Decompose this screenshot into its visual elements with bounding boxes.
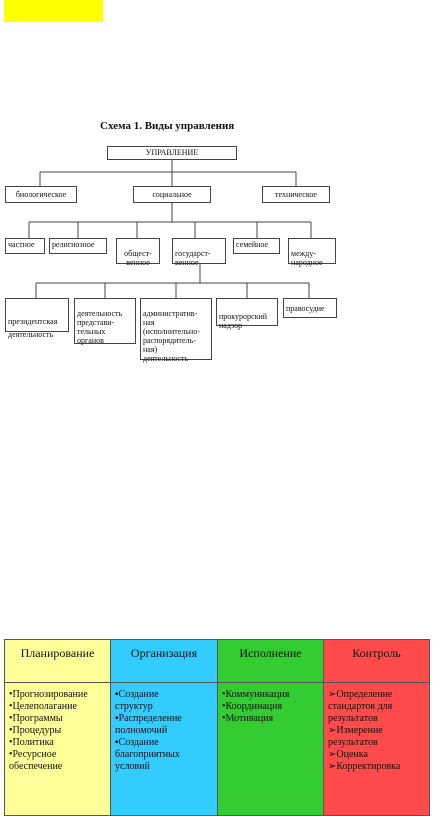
level2-international <box>288 238 336 267</box>
level2-label: общест- венное <box>124 249 152 267</box>
level1-label: биологическое <box>15 190 67 199</box>
diagram-title: Схема 1. Виды управления <box>100 120 235 132</box>
column-header: Организация <box>111 640 217 683</box>
level2-label: между- народное <box>291 249 323 267</box>
level3-label: административ- ная (исполнительно- распорядитель- ная) деятельность <box>143 309 200 363</box>
level2-private <box>5 238 45 254</box>
column-organization <box>111 640 218 815</box>
level3-justice <box>283 298 337 318</box>
column-item: •Процедуры <box>9 725 62 736</box>
level1-technical <box>262 186 330 203</box>
level2-label: государст- венное <box>175 249 211 267</box>
column-item: ➢Определение <box>328 689 393 700</box>
level3-label: деятельность представи- тельных органов <box>77 309 123 345</box>
column-item: обеспечение <box>9 761 63 772</box>
column-item: результатов <box>328 713 378 724</box>
column-items <box>9 689 108 773</box>
column-items <box>328 689 427 773</box>
column-header: Планирование <box>5 640 110 683</box>
level3-representative <box>74 298 136 344</box>
level2-family <box>233 238 280 254</box>
column-item: •Мотивация <box>222 713 274 724</box>
level2-label: религиозное <box>52 240 95 249</box>
column-header: Исполнение <box>218 640 323 683</box>
column-items <box>222 689 321 725</box>
column-item: ▪Создание <box>115 689 159 700</box>
column-item: условий <box>115 761 150 772</box>
level3-administrative <box>140 298 212 363</box>
column-item: благоприятных <box>115 749 180 760</box>
level3-label: правосудие <box>286 304 325 313</box>
column-item: полномочий <box>115 725 168 736</box>
level2-public <box>116 238 160 267</box>
column-item: результатов <box>328 737 378 748</box>
column-item: ➢Измерение <box>328 725 383 736</box>
level2-label: семейное <box>236 240 269 249</box>
column-item: •Ресурсное <box>9 749 57 760</box>
level2-state <box>172 238 226 267</box>
column-item: структур <box>115 701 153 712</box>
level1-label: социальное <box>152 190 192 199</box>
functions-table <box>4 639 430 816</box>
column-planning <box>5 640 111 815</box>
level1-biological <box>5 186 77 203</box>
level2-label: частное <box>8 240 35 249</box>
root-box <box>107 146 237 160</box>
root-label: УПРАВЛЕНИЕ <box>145 148 199 157</box>
column-control <box>324 640 429 815</box>
column-item: ▪Распределение <box>115 713 182 724</box>
column-item: •Координация <box>222 701 283 712</box>
column-items <box>115 689 215 773</box>
level3-prosecutor <box>216 298 278 330</box>
level3-presidential <box>5 298 69 339</box>
column-item: •Программы <box>9 713 63 724</box>
level1-social <box>133 186 211 203</box>
column-item: •Политика <box>9 737 54 748</box>
column-item: ➢Корректировка <box>328 761 401 772</box>
column-item: стандартов для <box>328 701 393 712</box>
column-item: •Прогнозирование <box>9 689 88 700</box>
level3-label: прокурорский надзор <box>219 312 268 330</box>
column-execution <box>218 640 324 815</box>
column-item: ▪Создание <box>115 737 159 748</box>
column-item: •Целеполагание <box>9 701 77 712</box>
column-item: ➢Оценка <box>328 749 368 760</box>
column-item: •Коммуникация <box>222 689 290 700</box>
level2-religious <box>49 238 107 254</box>
level1-label: техническое <box>275 190 317 199</box>
column-header: Контроль <box>324 640 429 683</box>
level3-label: президентская деятельность <box>8 317 58 339</box>
